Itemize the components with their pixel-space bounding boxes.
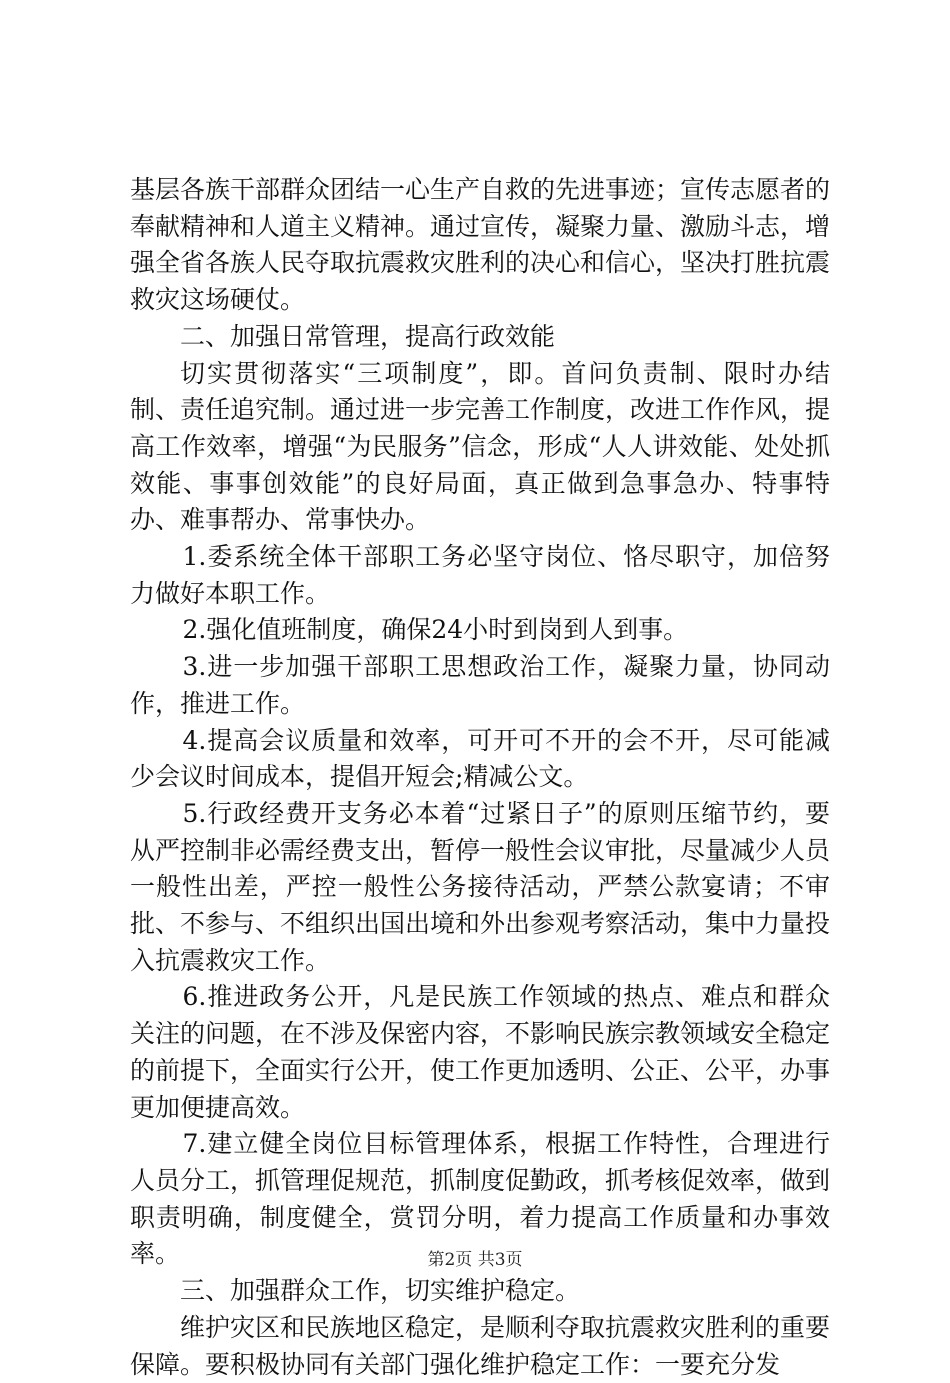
list-item-3: 3.进一步加强干部职工思想政治工作，凝聚力量，协同动作，推进工作。 [130, 652, 830, 718]
paragraph-three-systems: 切实贯彻落实“三项制度”，即。首问负责制、限时办结制、责任追究制。通过进一步完善工作制度，改进工作作风，提高工作效率，增强“为民服务”信念，形成“人人讲效能、处处抓效能、事事创效能”的良好局面，真正做到急事急办、特事特办、难事帮办、常事快办。 [130, 358, 831, 535]
list-item-2: 2.强化值班制度，确保24小时到岗到人到事。 [182, 615, 689, 645]
section-heading-3: 三、加强群众工作，切实维护稳定。 [180, 1276, 581, 1306]
paragraph-continuation: 基层各族干部群众团结一心生产自救的先进事迹；宣传志愿者的奉献精神和人道主义精神。通过宣传，凝聚力量、激励斗志，增强全省各族人民夺取抗震救灾胜利的决心和信心，坚决打胜抗震救灾这场硬仗。 [130, 175, 831, 315]
list-item-4: 4.提高会议质量和效率，可开可不开的会不开，尽可能减少会议时间成本，提倡开短会;精减公文。 [130, 725, 830, 792]
list-item-6: 6.推进政务公开，凡是民族工作领域的热点、难点和群众关注的问题，在不涉及保密内容，不影响民族宗教领域安全稳定的前提下，全面实行公开，使工作更加透明、公正、公平，办事更加便捷高效。 [130, 982, 831, 1122]
list-item-5: 5.行政经费开支务必本着“过紧日子”的原则压缩节约，要从严控制非必需经费支出，暂停一般性会议审批，尽量减少人员一般性出差，严控一般性公务接待活动，严禁公款宴请；不审批、不参与、不组织出国出境和外出参观考察活动，集中力量投入抗震救灾工作。 [130, 798, 831, 975]
section-heading-2: 二、加强日常管理，提高行政效能 [180, 321, 556, 351]
list-item-7: 7.建立健全岗位目标管理体系，根据工作特性，合理进行人员分工，抓管理促规范，抓制度促勤政，抓考核促效率，做到职责明确，制度健全，赏罚分明，着力提高工作质量和办事效率。 [130, 1129, 831, 1269]
document-body [130, 172, 830, 1383]
page-footer: 第2页 共3页 [427, 1250, 523, 1270]
list-item-1: 1.委系统全体干部职工务必坚守岗位、恪尽职守，加倍努力做好本职工作。 [130, 542, 830, 608]
paragraph-stability: 维护灾区和民族地区稳定，是顺利夺取抗震救灾胜利的重要保障。要积极协同有关部门强化维护稳定工作：一要充分发 [130, 1312, 831, 1379]
